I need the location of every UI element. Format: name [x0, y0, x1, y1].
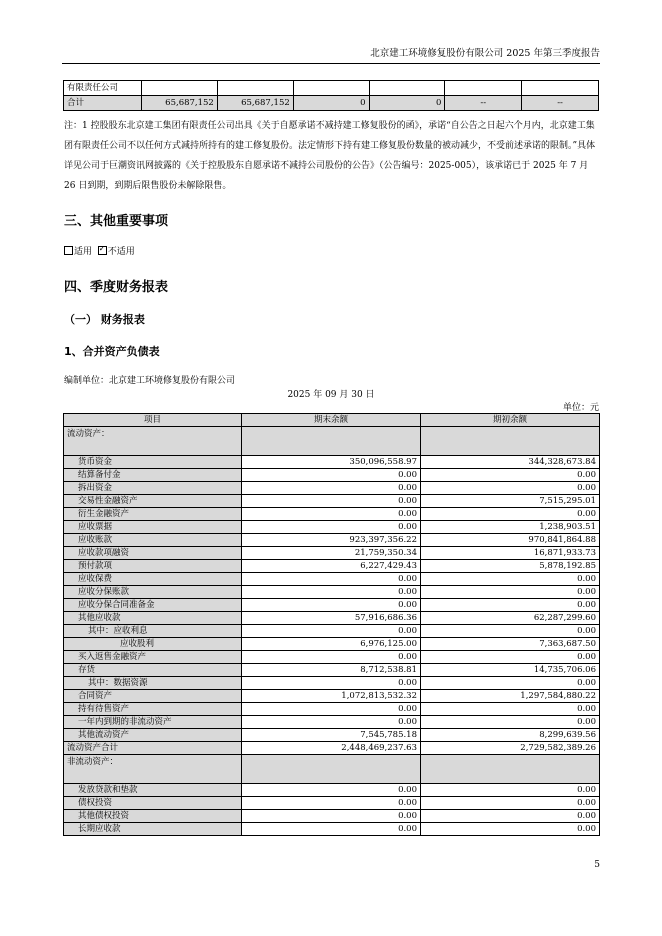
header-rule: [62, 63, 600, 64]
begin-balance-cell: 14,735,706.06: [421, 664, 600, 677]
table-cell: [293, 81, 369, 96]
begin-balance-cell: 0.00: [421, 677, 600, 690]
begin-balance-cell: 1,297,584,880.22: [421, 690, 600, 703]
end-balance-cell: 0.00: [242, 586, 421, 599]
table-cell: [522, 81, 599, 96]
section-4-title: 四、季度财务报表: [64, 280, 169, 295]
end-balance-cell: 0.00: [242, 521, 421, 534]
balance-sheet-title: 1、合并资产负债表: [64, 345, 160, 358]
row-label: 其他债权投资: [64, 810, 242, 823]
report-date: 2025 年 09 月 30 日: [287, 390, 375, 400]
table-row: [64, 560, 600, 573]
end-balance-cell: 57,916,686.36: [242, 612, 421, 625]
table-row: [64, 81, 599, 96]
end-balance-cell: 0.00: [242, 495, 421, 508]
table-row: [64, 469, 600, 482]
table-row: [64, 534, 600, 547]
begin-balance-cell: 0.00: [421, 586, 600, 599]
table-cell: 65,687,152: [141, 96, 217, 111]
end-balance-cell: 2,448,469,237.63: [242, 742, 421, 755]
table-cell: --: [445, 96, 522, 111]
begin-balance-cell: 0.00: [421, 823, 600, 836]
row-label: 存货: [64, 664, 242, 677]
end-balance-cell: 0.00: [242, 573, 421, 586]
table-row: [64, 521, 600, 534]
section-row: [64, 427, 600, 456]
begin-balance-cell: [421, 427, 600, 456]
begin-balance-cell: 2,729,582,389.26: [421, 742, 600, 755]
row-label: 交易性金融资产: [64, 495, 242, 508]
table-row: [64, 586, 600, 599]
shareholder-table: [63, 80, 599, 111]
row-label: 债权投资: [64, 797, 242, 810]
end-balance-cell: 0.00: [242, 716, 421, 729]
row-label: 其中：数据资源: [64, 677, 242, 690]
row-label: 预付款项: [64, 560, 242, 573]
table-row: [64, 784, 600, 797]
table-row: [64, 703, 600, 716]
financial-statements-subtitle: （一） 财务报表: [64, 313, 145, 326]
table-cell: 0: [369, 96, 445, 111]
end-balance-cell: 6,227,429.43: [242, 560, 421, 573]
row-label: 结算备付金: [64, 469, 242, 482]
row-label: 长期应收款: [64, 823, 242, 836]
end-balance-cell: 0.00: [242, 797, 421, 810]
table-row: [64, 495, 600, 508]
table-cell: 有限责任公司: [64, 81, 142, 96]
begin-balance-cell: 62,287,299.60: [421, 612, 600, 625]
end-balance-cell: 7,545,785.18: [242, 729, 421, 742]
row-label: 货币资金: [64, 456, 242, 469]
table-row: [64, 612, 600, 625]
end-balance-cell: 21,759,350.34: [242, 547, 421, 560]
begin-balance-cell: 970,841,864.88: [421, 534, 600, 547]
applicable-label: 适用: [74, 247, 93, 257]
table-row: [64, 508, 600, 521]
end-balance-cell: 0.00: [242, 677, 421, 690]
begin-balance-cell: 7,515,295.01: [421, 495, 600, 508]
header-item: 项目: [64, 414, 242, 427]
end-balance-cell: 0.00: [242, 784, 421, 797]
end-balance-cell: 0.00: [242, 651, 421, 664]
end-balance-cell: 0.00: [242, 599, 421, 612]
begin-balance-cell: 16,871,933.73: [421, 547, 600, 560]
table-row: [64, 810, 600, 823]
row-label: 一年内到期的非流动资产: [64, 716, 242, 729]
table-row: [64, 573, 600, 586]
table-row: [64, 677, 600, 690]
row-label: 应收账款: [64, 534, 242, 547]
begin-balance-cell: 344,328,673.84: [421, 456, 600, 469]
section-row: [64, 755, 600, 784]
begin-balance-cell: 0.00: [421, 469, 600, 482]
end-balance-cell: 0.00: [242, 703, 421, 716]
header-begin-balance: 期初余额: [421, 414, 600, 427]
applicability-options: [64, 244, 135, 257]
table-row: [64, 651, 600, 664]
end-balance-cell: [242, 427, 421, 456]
row-label: 非流动资产：: [64, 755, 242, 784]
table-cell: [141, 81, 217, 96]
table-row: [64, 716, 600, 729]
table-header-row: [64, 414, 600, 427]
end-balance-cell: [242, 755, 421, 784]
row-label: 其他应收款: [64, 612, 242, 625]
row-label: 其中：应收利息: [64, 625, 242, 638]
compiler-line: 编制单位：北京建工环境修复股份有限公司: [64, 376, 236, 386]
checkbox-empty-icon: [64, 246, 73, 255]
section-3-title: 三、其他重要事项: [64, 214, 169, 229]
header-end-balance: 期末余额: [242, 414, 421, 427]
end-balance-cell: 0.00: [242, 810, 421, 823]
page-header: 北京建工环境修复股份有限公司 2025 年第三季度报告: [370, 48, 600, 59]
checkbox-checked-icon: [98, 246, 107, 255]
table-cell: 65,687,152: [217, 96, 293, 111]
table-row: [64, 823, 600, 836]
begin-balance-cell: 0.00: [421, 651, 600, 664]
table-row: [64, 729, 600, 742]
table-cell: [369, 81, 445, 96]
end-balance-cell: 0.00: [242, 508, 421, 521]
end-balance-cell: 6,976,125.00: [242, 638, 421, 651]
table-row: [64, 96, 599, 111]
row-label: 其他流动资产: [64, 729, 242, 742]
unit-label: 单位：元: [562, 403, 599, 413]
begin-balance-cell: 1,238,903.51: [421, 521, 600, 534]
table-row: [64, 482, 600, 495]
end-balance-cell: 923,397,356.22: [242, 534, 421, 547]
begin-balance-cell: 0.00: [421, 508, 600, 521]
table-row: [64, 638, 600, 651]
begin-balance-cell: 0.00: [421, 797, 600, 810]
row-label: 应收股利: [64, 638, 242, 651]
begin-balance-cell: 0.00: [421, 599, 600, 612]
table-cell: 0: [293, 96, 369, 111]
table-row: [64, 664, 600, 677]
begin-balance-cell: 0.00: [421, 573, 600, 586]
not-applicable-label: 不适用: [107, 247, 135, 257]
table-cell: --: [522, 96, 599, 111]
row-label: 流动资产合计: [64, 742, 242, 755]
table-row: [64, 547, 600, 560]
table-cell: [445, 81, 522, 96]
begin-balance-cell: 0.00: [421, 625, 600, 638]
begin-balance-cell: 0.00: [421, 810, 600, 823]
row-label: 衍生金融资产: [64, 508, 242, 521]
begin-balance-cell: 0.00: [421, 716, 600, 729]
page-number: 5: [594, 860, 600, 870]
end-balance-cell: 350,096,558.97: [242, 456, 421, 469]
row-label: 应收保费: [64, 573, 242, 586]
row-label: 应收票据: [64, 521, 242, 534]
begin-balance-cell: 0.00: [421, 703, 600, 716]
table-row: [64, 599, 600, 612]
row-label: 合同资产: [64, 690, 242, 703]
end-balance-cell: 1,072,813,532.32: [242, 690, 421, 703]
end-balance-cell: 0.00: [242, 625, 421, 638]
begin-balance-cell: 0.00: [421, 784, 600, 797]
row-label: 应收分保账款: [64, 586, 242, 599]
row-label: 应收款项融资: [64, 547, 242, 560]
row-label: 应收分保合同准备金: [64, 599, 242, 612]
begin-balance-cell: 5,878,192.85: [421, 560, 600, 573]
table-row: [64, 456, 600, 469]
end-balance-cell: 0.00: [242, 469, 421, 482]
end-balance-cell: 0.00: [242, 482, 421, 495]
end-balance-cell: 0.00: [242, 823, 421, 836]
begin-balance-cell: 0.00: [421, 482, 600, 495]
table-row: [64, 742, 600, 755]
note-paragraph: 注：1 控股股东北京建工集团有限责任公司出具《关于自愿承诺不减持建工修复股份的函》，承诺“自公告之日起六个月内，北京建工集团有限责任公司不以任何方式减持所持有的建工修复股份。法定情形下持有建工修复股份数量的被动减少，不受前述承诺的限制。”具体详见公司于巨潮资讯网披露的《关于控股股东自愿承诺不减持公司股份的公告》（公告编号：2025-005），该承诺已于 2025 年 7 月 26 日到期，到期后限售股份未解除限售。: [64, 121, 596, 191]
row-label: 流动资产：: [64, 427, 242, 456]
balance-sheet-table: [63, 413, 600, 836]
begin-balance-cell: 7,363,687.50: [421, 638, 600, 651]
row-label: 买入返售金融资产: [64, 651, 242, 664]
table-row: [64, 690, 600, 703]
table-row: [64, 797, 600, 810]
table-cell: 合计: [64, 96, 142, 111]
table-cell: [217, 81, 293, 96]
begin-balance-cell: 8,299,639.56: [421, 729, 600, 742]
end-balance-cell: 8,712,538.81: [242, 664, 421, 677]
row-label: 发放贷款和垫款: [64, 784, 242, 797]
row-label: 拆出资金: [64, 482, 242, 495]
begin-balance-cell: [421, 755, 600, 784]
row-label: 持有待售资产: [64, 703, 242, 716]
table-row: [64, 625, 600, 638]
